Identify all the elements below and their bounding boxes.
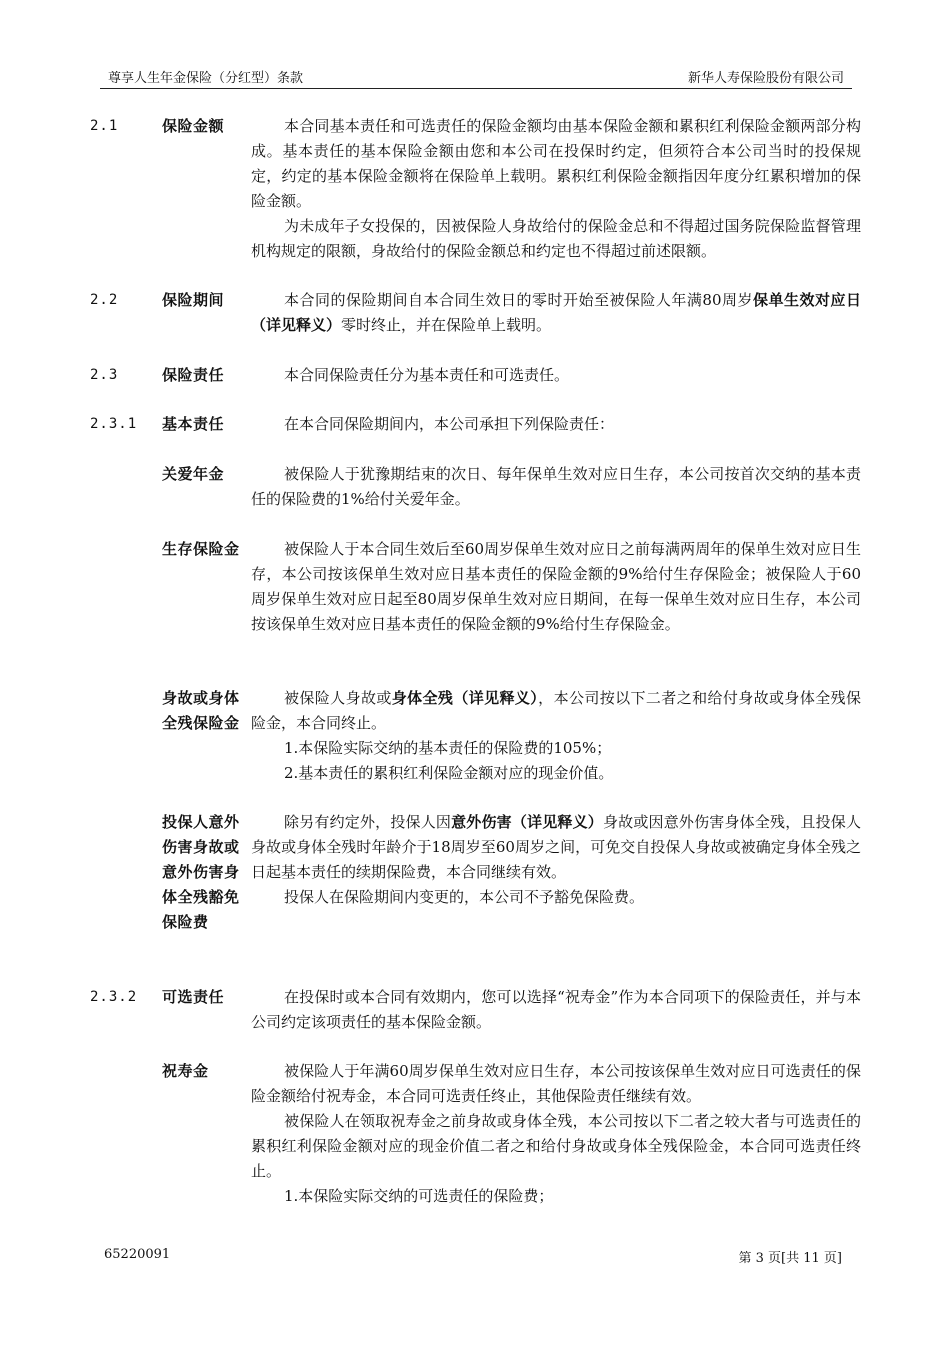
list-item: 1.本保险实际交纳的基本责任的保险费的105%； <box>284 739 612 757</box>
clause-title: 投保人意外伤害身故或意外伤害身体全残豁免保险费 <box>162 813 240 931</box>
defined-term: 身体全残（详见释义） <box>391 689 539 707</box>
section-number: 2.3.2 <box>90 989 138 1005</box>
section-title: 可选责任 <box>162 988 225 1006</box>
section-number: 2.3.1 <box>90 416 138 432</box>
header-title: 尊享人生年金保险（分红型）条款 <box>108 71 304 86</box>
section-title: 保险期间 <box>162 291 225 309</box>
clause-title: 生存保险金 <box>162 540 240 558</box>
clause-body <box>251 1059 861 1209</box>
product-code: 65220091 <box>104 1247 171 1262</box>
paragraph: 被保险人在领取祝寿金之前身故或身体全残，本公司按以下二者之较大者与可选责任的累积红利保险金额对应的现金价值二者之和给付身故或身体全残保险金，本合同可选责任终止。 <box>251 1112 861 1180</box>
paragraph: 被保险人于年满60周岁保单生效对应日生存，本公司按该保单生效对应日可选责任的保险金额给付祝寿金，本合同可选责任终止，其他保险责任继续有效。 <box>251 1062 861 1105</box>
section-title: 保险金额 <box>162 117 225 135</box>
section-number: 2.1 <box>90 118 119 134</box>
clause-body <box>251 462 861 512</box>
section-number: 2.3 <box>90 367 119 383</box>
defined-term: 保单生效对应日（详见释义） <box>251 291 861 334</box>
clause-body <box>251 537 861 637</box>
section-title: 基本责任 <box>162 415 225 433</box>
header-company: 新华人寿保险股份有限公司 <box>687 71 844 86</box>
defined-term: 意外伤害（详见释义） <box>451 813 603 831</box>
clause-body <box>251 686 861 786</box>
paragraph: 在本合同保险期间内，本公司承担下列保险责任： <box>284 415 615 433</box>
clause-body <box>251 810 861 910</box>
clause-title: 身故或身体全残保险金 <box>162 689 240 732</box>
page-number: 第 3 页[共 11 页] <box>738 1251 842 1266</box>
paragraph: 本合同保险责任分为基本责任和可选责任。 <box>284 366 570 384</box>
section-body <box>251 985 861 1035</box>
section-title: 保险责任 <box>162 366 225 384</box>
list-item: 2.基本责任的累积红利保险金额对应的现金价值。 <box>284 764 614 782</box>
paragraph: 投保人在保险期间内变更的，本公司不予豁免保险费。 <box>284 888 645 906</box>
section-body <box>251 363 861 388</box>
paragraph: 在投保时或本合同有效期内，您可以选择“祝寿金”作为本合同项下的保险责任，并与本公司约定该项责任的基本保险金额。 <box>251 988 861 1031</box>
section-number: 2.2 <box>90 292 119 308</box>
paragraph: 为未成年子女投保的，因被保险人身故给付的保险金总和不得超过国务院保险监督管理机构规定的限额，身故给付的保险金额总和约定也不得超过前述限额。 <box>251 217 861 260</box>
list-item: 1.本保险实际交纳的可选责任的保险费； <box>284 1187 554 1205</box>
clause-title: 关爱年金 <box>162 465 225 483</box>
paragraph: 除另有约定外，投保人因意外伤害（详见释义）身故或因意外伤害身体全残，且投保人身故或身体全残时年龄介于18周岁至60周岁之间，可免交自投保人身故或被确定身体全残之日起基本责任的续期保险费，本合同继续有效。 <box>251 813 861 881</box>
section-body <box>251 412 861 437</box>
paragraph: 本合同基本责任和可选责任的保险金额均由基本保险金额和累积红利保险金额两部分构成。基本责任的基本保险金额由您和本公司在投保时约定，但须符合本公司当时的投保规定，约定的基本保险金额将在保险单上载明。累积红利保险金额指因年度分红累积增加的保险金额。 <box>251 117 861 210</box>
section-body <box>251 114 861 264</box>
paragraph: 被保险人身故或身体全残（详见释义），本公司按以下二者之和给付身故或身体全残保险金，本合同终止。 <box>251 689 861 732</box>
clause-title: 祝寿金 <box>162 1062 209 1080</box>
paragraph: 本合同的保险期间自本合同生效日的零时开始至被保险人年满80周岁保单生效对应日（详见释义）零时终止，并在保险单上载明。 <box>251 291 861 334</box>
paragraph: 被保险人于本合同生效后至60周岁保单生效对应日之前每满两周年的保单生效对应日生存，本公司按该保单生效对应日基本责任的保险金额的9%给付生存保险金；被保险人于60周岁保单生效对应日起至80周岁保单生效对应日期间，在每一保单生效对应日生存，本公司按该保单生效对应日基本责任的保险金额的9%给付生存保险金。 <box>251 540 861 633</box>
section-body <box>251 288 861 338</box>
paragraph: 被保险人于犹豫期结束的次日、每年保单生效对应日生存，本公司按首次交纳的基本责任的保险费的1%给付关爱年金。 <box>251 465 861 508</box>
page-header <box>100 64 852 89</box>
